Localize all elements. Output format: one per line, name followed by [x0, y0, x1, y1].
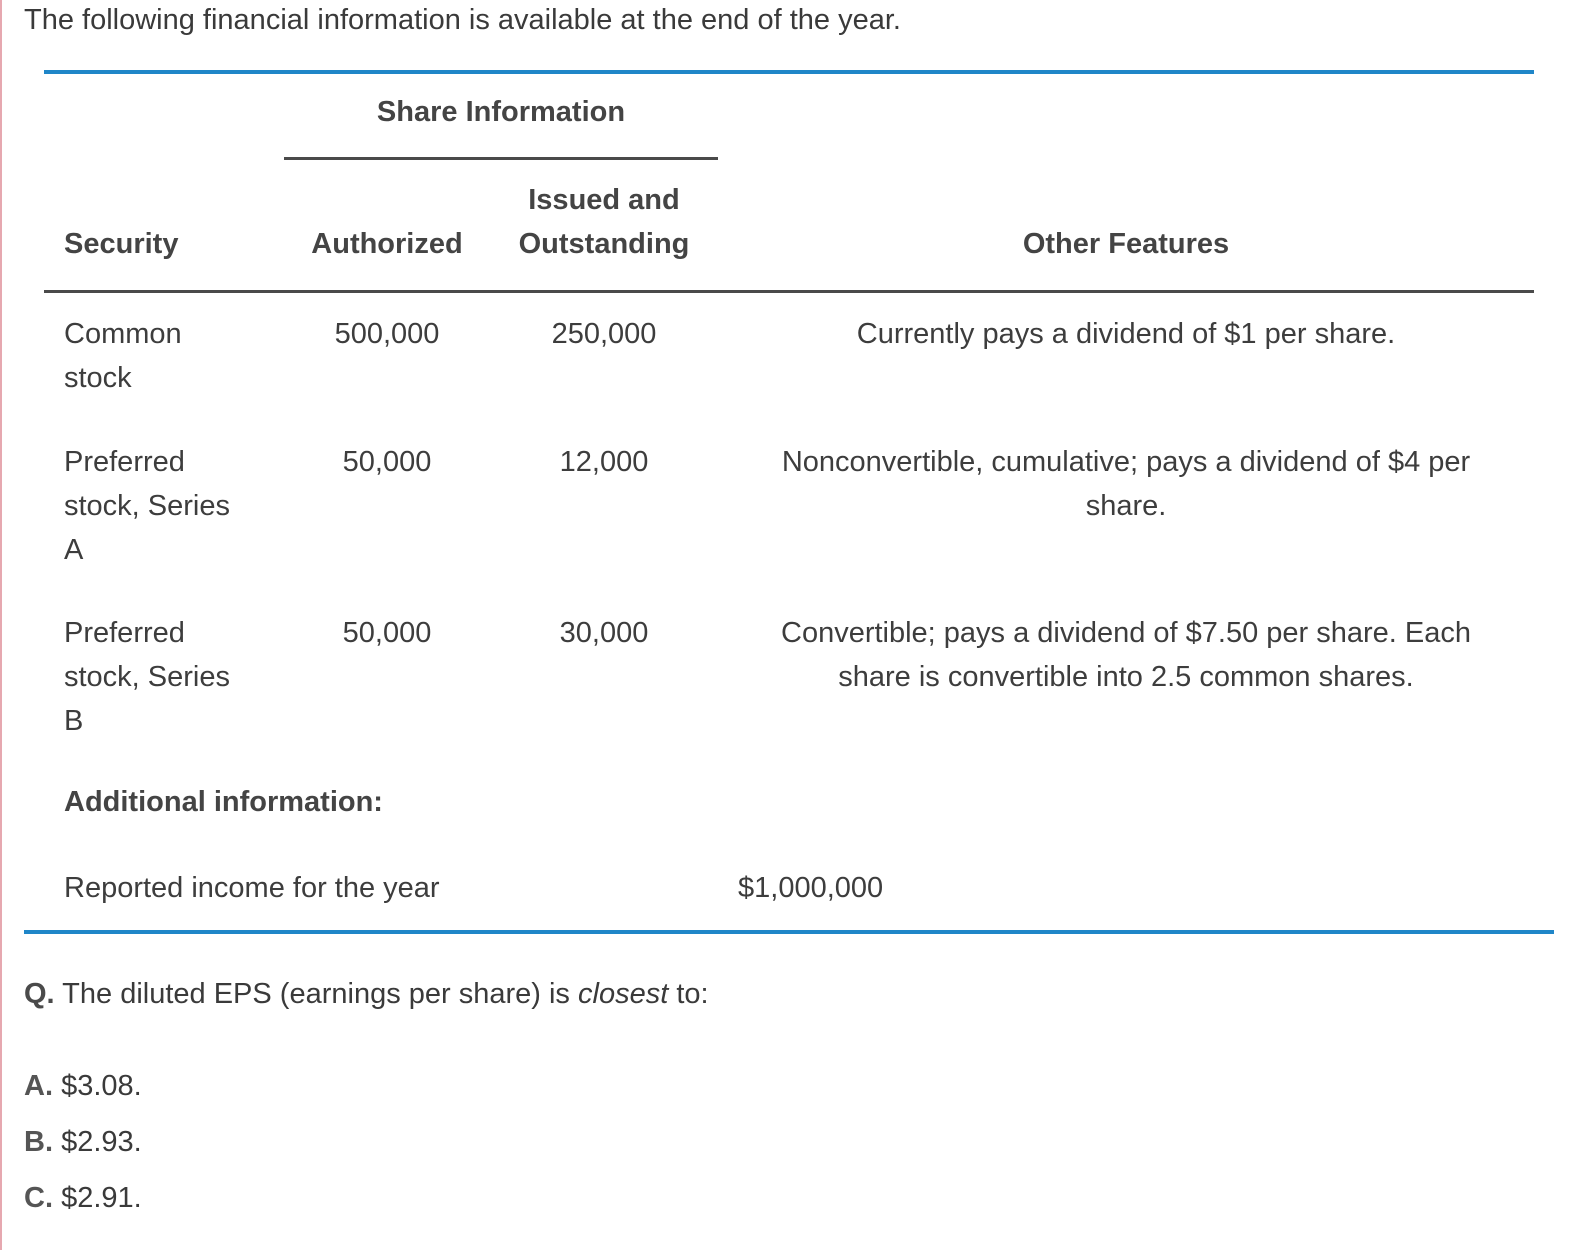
- income-label: Reported income for the year: [64, 872, 440, 904]
- option-a[interactable]: [24, 1070, 142, 1103]
- features-line: Currently pays a dividend of $1 per share.: [856, 318, 1396, 350]
- share-information-underline: [284, 157, 718, 160]
- security-header: Security: [64, 228, 179, 260]
- table-row-3-features: [726, 611, 1526, 699]
- table-row-2-issued: 12,000: [559, 446, 649, 478]
- security-line: A: [64, 534, 84, 566]
- header-bottom-rule: [44, 290, 1534, 293]
- income-value: $1,000,000: [738, 872, 884, 904]
- question-emphasis: closest: [578, 978, 669, 1010]
- issued-header-line1: Issued and: [528, 184, 680, 216]
- left-margin-rule: [0, 0, 2, 1250]
- option-text: $3.08.: [61, 1070, 142, 1102]
- option-letter: B.: [24, 1126, 53, 1158]
- security-line: stock, Series: [64, 490, 230, 522]
- option-letter: C.: [24, 1182, 53, 1214]
- table-row-3-security: [64, 611, 230, 743]
- option-c[interactable]: [24, 1182, 142, 1215]
- security-line: Common: [64, 318, 182, 350]
- features-line: Nonconvertible, cumulative; pays a dividend of $4 per: [781, 446, 1471, 478]
- table-row-1-security: [64, 312, 182, 400]
- security-line: Preferred: [64, 446, 185, 478]
- option-text: $2.91.: [61, 1182, 142, 1214]
- question-tail: to:: [676, 978, 709, 1010]
- table-row-1-features: [726, 312, 1526, 356]
- option-text: $2.93.: [61, 1126, 142, 1158]
- question-body: The diluted EPS (earnings per share) is: [62, 978, 570, 1010]
- table-row-1-issued: 250,000: [551, 318, 657, 350]
- option-b[interactable]: [24, 1126, 142, 1159]
- table-row-2-authorized: 50,000: [342, 446, 432, 478]
- security-line: stock: [64, 362, 132, 394]
- table-row-3-issued: 30,000: [559, 617, 649, 649]
- additional-information-heading: Additional information:: [64, 786, 383, 818]
- table-bottom-rule: [24, 930, 1554, 934]
- security-line: Preferred: [64, 617, 185, 649]
- features-line: share.: [1085, 490, 1167, 522]
- question-marker: Q.: [24, 978, 55, 1010]
- question-text: [24, 978, 709, 1011]
- issued-header-line2: Outstanding: [518, 228, 690, 260]
- share-information-header: Share Information: [376, 96, 626, 128]
- table-row-3-authorized: 50,000: [342, 617, 432, 649]
- table-top-rule: [44, 70, 1534, 74]
- security-line: B: [64, 705, 84, 737]
- features-line: Convertible; pays a dividend of $7.50 per share. Each: [781, 617, 1471, 649]
- security-line: stock, Series: [64, 661, 230, 693]
- table-row-2-security: [64, 440, 230, 572]
- features-line: share is convertible into 2.5 common shares.: [838, 661, 1414, 693]
- authorized-header: Authorized: [311, 228, 463, 260]
- table-row-1-authorized: 500,000: [334, 318, 440, 350]
- table-row-2-features: [726, 440, 1526, 528]
- option-letter: A.: [24, 1070, 53, 1102]
- intro-text: The following financial information is available at the end of the year.: [24, 4, 901, 36]
- other-features-header: Other Features: [1022, 228, 1230, 260]
